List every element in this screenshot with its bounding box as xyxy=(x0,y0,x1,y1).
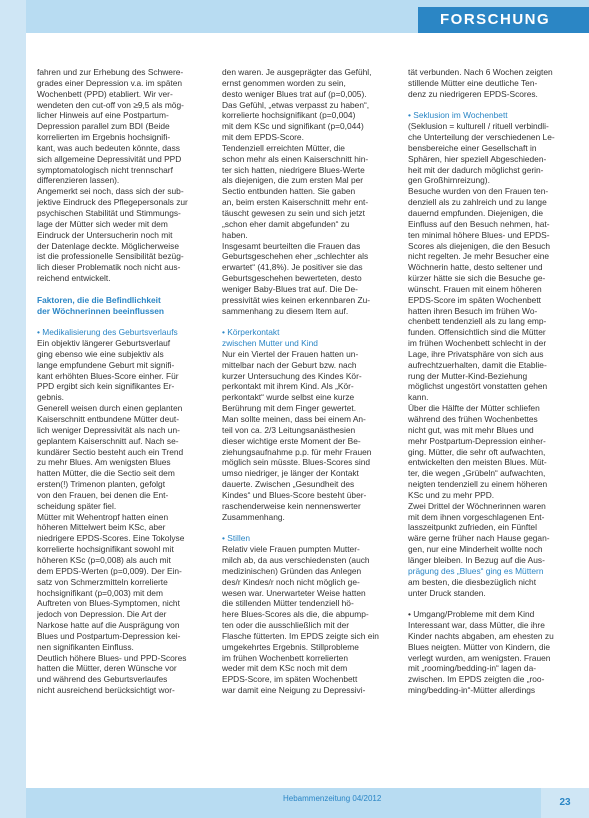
text-line: täuscht gewesen zu sein und sich jetzt xyxy=(222,207,365,218)
text-line: Blues und Postpartum-Depression kei- xyxy=(37,630,181,641)
text-line: kundärer Sectio besteht auch ein Trend xyxy=(37,446,184,457)
text-line: geplantem Kaiserschnitt auf. Nach se- xyxy=(37,435,179,446)
text-line: KSc und zu mehr PPD. xyxy=(408,489,495,500)
text-line: differenzieren lassen). xyxy=(37,175,120,186)
paragraph-gap xyxy=(37,284,209,295)
text-line: länger bleiben. In Bezug auf die Aus- xyxy=(408,554,545,565)
text-line: am besten, die diesbezüglich nicht xyxy=(408,576,537,587)
text-line: desto weniger Blues trat auf (p=0,005). xyxy=(222,88,367,99)
footer-band xyxy=(26,788,541,818)
text-line: des/r Kindes/r noch nicht möglich ge- xyxy=(222,576,360,587)
text-line: unter Druck standen. xyxy=(408,587,486,598)
text-line: perkontakt mit ihrem Kind. Als „Kör- xyxy=(222,381,354,392)
text-line: Wöchnerin hatte, desto seltener und xyxy=(408,262,543,273)
text-line: zwischen Mutter und Kind xyxy=(222,338,318,349)
text-line: Zwei Drittel der Wöchnerinnen waren xyxy=(408,500,546,511)
text-line: ernst genommen worden zu sein, xyxy=(222,77,346,88)
text-line: dauernd empfunden. Diejenigen, die xyxy=(408,207,544,218)
text-line: lasszeitpunkt zufrieden, ein Fünftel xyxy=(408,522,537,533)
text-line: Eindruck der Untersucherin noch mit xyxy=(37,229,173,240)
text-line: bensbereiche einer Gesellschaft in xyxy=(408,142,537,153)
text-line: Berührung mit dem Finger gewertet. xyxy=(222,403,357,414)
text-line: jektive Eindruck des Pflegepersonals zur xyxy=(37,197,188,208)
left-sidebar-band xyxy=(0,0,26,818)
text-line: ter sich hatten, niedrigere Blues-Werte xyxy=(222,164,365,175)
text-line: entwickelten den meisten Blues. Müt- xyxy=(408,457,547,468)
text-line: Scores als diejenigen, die den Besuch xyxy=(408,240,551,251)
text-line: • Medikalisierung des Geburtsverlaufs xyxy=(37,327,178,338)
text-line: dieser wichtige erste Moment der Be- xyxy=(222,435,361,446)
text-line: korrelierte hochsignifikant sowohl mit xyxy=(37,544,174,555)
text-line: hatten ihren Besuch im frühen Wo- xyxy=(408,305,538,316)
text-line: ziehungsaufnahme p.p. für mehr Frauen xyxy=(222,446,372,457)
text-line: gen Großhirnreizung). xyxy=(408,175,490,186)
text-line: und während des Geburtsverlaufes xyxy=(37,674,168,685)
text-line: Mütter mit Wehentropf hatten einen xyxy=(37,511,169,522)
text-line: umgekehrtes Ergebnis. Stillprobleme xyxy=(222,641,359,652)
text-column-3 xyxy=(408,67,580,787)
text-line: Angemerkt sei noch, dass sich der sub- xyxy=(37,186,184,197)
text-line: psychischen Stabilität und Stimmungs- xyxy=(37,207,181,218)
text-line: weder mit dem KSc noch mit dem xyxy=(222,663,348,674)
text-line: che Unterteilung der verschiedenen Le- xyxy=(408,132,555,143)
text-line: mit „rooming/bedding-in“ lagen da- xyxy=(408,663,537,674)
text-line: nen signifikanten Einfluss. xyxy=(37,641,134,652)
text-line: heit mit der dadurch möglichst gerin- xyxy=(408,164,544,175)
text-line: Wochenbett (PPD) etabliert. Wir ver- xyxy=(37,88,173,99)
text-line: perkontakt“ wurde selbst eine kurze xyxy=(222,392,355,403)
text-line: denz zu niedrigeren EPDS-Scores. xyxy=(408,88,538,99)
text-line: wesen war. Unerwarteter Weise hatten xyxy=(222,587,366,598)
text-line: Geburtsgeschehen bewerteten, desto xyxy=(222,273,362,284)
text-line: wendeten den cut-off von ≥9,5 als mög- xyxy=(37,99,184,110)
text-line: licher Hinweis auf eine Postpartum- xyxy=(37,110,169,121)
text-line: verlegt wurden, am wenigsten. Frauen xyxy=(408,652,551,663)
paragraph-gap xyxy=(222,316,394,327)
text-line: kurzer Untersuchung des Kindes Kör- xyxy=(222,370,362,381)
text-line: an, beim ersten Kaiserschnitt mehr ent- xyxy=(222,197,369,208)
text-line: hatten die Mütter, deren Wünsche vor xyxy=(37,663,177,674)
text-line: symptomatologisch nicht trennscharf xyxy=(37,164,173,175)
text-line: pressivität wies keinen erkennbaren Zu- xyxy=(222,294,371,305)
text-line: Kindes“ und Blues-Score besteht über- xyxy=(222,489,367,500)
text-column-1 xyxy=(37,67,209,787)
text-line: EPDS-Score im späten Wochenbett xyxy=(408,294,541,305)
text-line: jedoch von Depression. Die Art der xyxy=(37,609,167,620)
text-line: Kinder nachts abgaben, am ehesten zu xyxy=(408,630,554,641)
text-line: ten oder die ausschließlich mit der xyxy=(222,620,350,631)
text-line: Geburtsgeschehen eher „schlechter als xyxy=(222,251,369,262)
text-line: Depression parallel zum BDI (Beide xyxy=(37,121,170,132)
text-line: höheren Mittelwert beim KSc, aber xyxy=(37,522,166,533)
text-line: ging ebenso wie eine subjektiv als xyxy=(37,348,164,359)
text-line: korrelierten im Ergebnis hochsignifi- xyxy=(37,132,171,143)
text-line: während des frühen Wochenbettes xyxy=(408,414,538,424)
text-line: Interessant war, dass Mütter, die ihre xyxy=(408,620,545,631)
text-line: Narkose hatte auf die Ausprägung von xyxy=(37,620,180,631)
text-line: Man sollte meinen, dass bei einem An- xyxy=(222,414,366,424)
text-line: Insgesamt beurteilten die Frauen das xyxy=(222,240,361,251)
text-line: gebnis. xyxy=(37,392,65,403)
text-line: • Umgang/Probleme mit dem Kind xyxy=(408,609,535,620)
text-line: Nur ein Viertel der Frauen hatten un- xyxy=(222,348,359,359)
text-line: ter, die wegen „Grübeln“ aufwachten, xyxy=(408,468,546,479)
text-line: Einfluss auf den Besuch nehmen, hat- xyxy=(408,218,550,229)
text-line: grades einer Depression v.a. im späten xyxy=(37,77,183,88)
text-line: fahren und zur Erhebung des Schwere- xyxy=(37,67,184,77)
text-line: schon mehr als einen Kaiserschnitt hin- xyxy=(222,153,369,164)
text-line: kürzer hätte sie sich die Besuche ge- xyxy=(408,273,546,284)
text-line: „schon eher damit abgefunden“ zu xyxy=(222,218,350,229)
text-line: lange empfundene Geburt mit signifi- xyxy=(37,359,175,370)
text-line: Flasche fütterten. Im EPDS zeigte sich ein xyxy=(222,630,379,641)
text-line: nicht regelten. Je mehr Besucher eine xyxy=(408,251,550,262)
text-line: Ein objektiv längerer Geburtsverlauf xyxy=(37,338,171,349)
text-line: ming/bedding-in“-Mütter allerdings xyxy=(408,685,536,696)
text-line: Relativ viele Frauen pumpten Mutter- xyxy=(222,544,360,555)
text-line: Zusammenhang. xyxy=(222,511,285,522)
page-number: 23 xyxy=(541,788,589,818)
text-line: Tendenziell erreichten Mütter, die xyxy=(222,142,345,153)
text-line: • Körperkontakt xyxy=(222,327,280,338)
text-line: Das Gefühl, „etwas verpasst zu haben“, xyxy=(222,99,370,110)
text-line: scheidung später fiel. xyxy=(37,500,117,511)
text-line: chenbett tendenziell als zu lang emp- xyxy=(408,316,547,327)
text-line: Lage, ihre Privatsphäre von sich aus xyxy=(408,348,544,359)
text-line: höheren KSc (p=0,008) als auch mit xyxy=(37,554,171,565)
text-line: milch ab, da aus verschiedensten (auch xyxy=(222,554,370,565)
text-line: ging. Mütter, die sehr oft aufwachten, xyxy=(408,446,546,457)
text-line: here Blues-Scores als die, die abpump- xyxy=(222,609,369,620)
paragraph-gap xyxy=(408,100,580,111)
text-line: lich dieser Problematik noch nicht aus- xyxy=(37,262,181,273)
text-line: sammenhang zu diesem Item auf. xyxy=(222,305,349,316)
text-line: ist die professionelle Sensibilität bezüg- xyxy=(37,251,184,262)
text-line: ten minimal höhere Blues- und EPDS- xyxy=(408,229,550,240)
text-line: der Wöchnerinnen beeinflussen xyxy=(37,305,165,316)
text-line: Sphären, hier speziell Abgeschieden- xyxy=(408,153,547,164)
text-line: hatten Mütter, die die Sectio seit dem xyxy=(37,468,175,479)
text-line: von den Frauen, bei denen die Ent- xyxy=(37,489,169,500)
text-line: mittelbar nach der Geburt bzw. nach xyxy=(222,359,357,370)
text-line: als diejenigen, die zum ersten Mal per xyxy=(222,175,364,186)
text-line: aufrechtzuerhalten, damit die Etablie- xyxy=(408,359,547,370)
text-line: erwartet“ (41,8%). Je positiver sie das xyxy=(222,262,363,273)
text-line: mit dem ihnen vorgeschlagenen Ent- xyxy=(408,511,545,522)
text-line: den waren. Je ausgeprägter das Gefühl, xyxy=(222,67,372,77)
text-line: lage der Mütter sich weder mit dem xyxy=(37,218,168,229)
text-line: korrelierte hochsignifikant (p=0,004) xyxy=(222,110,356,121)
text-line: satz von Schmerzmitteln korrelierte xyxy=(37,576,168,587)
text-line: Besuche wurden von den Frauen ten- xyxy=(408,186,549,197)
text-line: funden. Offensichtlich sind die Mütter xyxy=(408,327,546,338)
text-line: umso niedriger, je länger der Kontakt xyxy=(222,468,359,479)
text-line: mehr Postpartum-Depression einher- xyxy=(408,435,546,446)
text-line: der Datenlage deckte. Möglicherweise xyxy=(37,240,179,251)
text-line: kann. xyxy=(408,392,429,403)
text-line: medizinischen) Gründen das Anlegen xyxy=(222,565,362,576)
text-line: haben. xyxy=(222,229,248,240)
text-line: möglich sein müsste. Blues-Scores sind xyxy=(222,457,371,468)
text-line: sich allgemeine Depressivität und PPD xyxy=(37,153,182,164)
text-line: neigten tendenziell zu einem höheren xyxy=(408,479,548,490)
text-line: kant, was auch bedeuten könnte, dass xyxy=(37,142,180,153)
text-line: mit dem KSc und signifikant (p=0,044) xyxy=(222,121,364,132)
text-line: Generell weisen durch einen geplanten xyxy=(37,403,183,414)
text-line: raschenderweise kein nennenswerter xyxy=(222,500,361,511)
text-line: zwischen. Im EPDS zeigten die „roo- xyxy=(408,674,545,685)
text-line: reichend entwickelt. xyxy=(37,273,111,284)
text-line: im frühen Wochenbett korrelierten xyxy=(222,652,348,663)
text-line: tät verbunden. Nach 6 Wochen zeigten xyxy=(408,67,553,77)
text-line: (Seklusion = kulturell / rituell verbindli- xyxy=(408,121,549,132)
section-label: FORSCHUNG xyxy=(418,7,589,33)
text-line: Faktoren, die die Befindlichkeit xyxy=(37,294,161,305)
article-body xyxy=(37,67,580,787)
text-line: dauerte. Zwischen „Gesundheit des xyxy=(222,479,355,490)
text-line: Auftreten von Blues-Symptomen, nicht xyxy=(37,598,180,609)
text-line: im frühen Wochenbett schlecht in der xyxy=(408,338,547,349)
text-line: gen, nur eine Minderheit wollte noch xyxy=(408,544,543,555)
text-line: • Seklusion im Wochenbett xyxy=(408,110,508,121)
text-line: stillende Mütter eine deutliche Ten- xyxy=(408,77,538,88)
text-line: Kaiserschnitt entbundene Mütter deut- xyxy=(37,414,179,424)
text-line: wäre gerne früher nach Hause gegan- xyxy=(408,533,550,544)
text-line: zu mehr Blues. Am wenigsten Blues xyxy=(37,457,171,468)
text-line: Sectio entbunden hatten. Sie gaben xyxy=(222,186,356,197)
text-line: war damit eine Neigung zu Depressivi- xyxy=(222,685,366,696)
text-line: lich weniger Depressivität als nach un- xyxy=(37,424,180,435)
text-line: Über die Hälfte der Mütter schliefen xyxy=(408,403,540,414)
text-line: niedrigere EPDS-Scores. Eine Tokolyse xyxy=(37,533,185,544)
text-line: nicht ausreichend berücksichtigt wor- xyxy=(37,685,175,696)
text-line: wünscht. Frauen mit einem höheren xyxy=(408,283,542,294)
text-line: rung der Mutter-Kind-Beziehung xyxy=(408,370,528,381)
text-line: • Stillen xyxy=(222,533,251,544)
text-line: Deutlich höhere Blues- und PPD-Scores xyxy=(37,652,187,663)
text-line: EPDS-Score, im späten Wochenbett xyxy=(222,674,358,685)
text-line: weniger Baby-Blues trat auf. Die De- xyxy=(222,283,358,294)
text-line: kant erhöhten Blues-Score einher. Für xyxy=(37,370,179,381)
text-line: denziell als zu zahlreich und zu lange xyxy=(408,197,547,208)
journal-issue: Hebammenzeitung 04/2012 xyxy=(283,794,382,803)
text-line: nicht gut, was mit mehr Blues und xyxy=(408,424,534,435)
text-column-2 xyxy=(222,67,394,787)
paragraph-gap xyxy=(37,316,209,327)
text-line: möglichst ungestört vonstatten gehen xyxy=(408,381,548,392)
text-line: ersten(!) Trimenon planten, gefolgt xyxy=(37,479,166,490)
text-line: mit dem EPDS-Score. xyxy=(222,132,304,143)
text-line: prägung des „Blues“ ging es Müttern xyxy=(408,565,544,576)
paragraph-gap xyxy=(408,598,580,609)
text-line: hochsignifikant (p=0,003) mit dem xyxy=(37,587,163,598)
text-line: dem EPDS-Werten (p=0,009). Der Ein- xyxy=(37,565,182,576)
text-line: die stillenden Mütter tendenziell hö- xyxy=(222,598,354,609)
text-line: PPD ergibt sich kein signifikantes Er- xyxy=(37,381,175,392)
paragraph-gap xyxy=(222,522,394,533)
text-line: teil von ca. 2/3 Leitungsanästhesien xyxy=(222,424,356,435)
text-line: Blues neigten. Mütter von Kindern, die xyxy=(408,641,550,652)
